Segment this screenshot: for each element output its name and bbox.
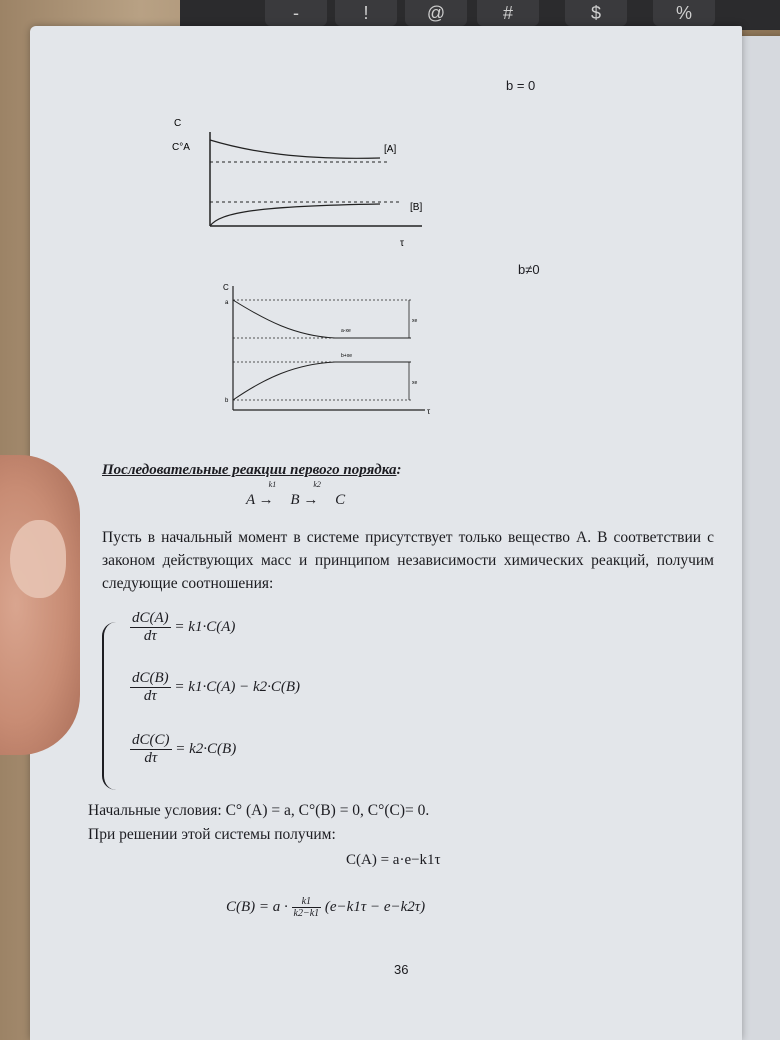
keyboard-key: @ [405,0,467,26]
eq3-denominator: dτ [144,750,158,766]
scheme-c: C [335,492,346,508]
scheme-arrow-2: k2 → [303,480,321,508]
graph2-x-right-top: xe [412,318,418,324]
thumbnail [10,520,66,598]
section-heading-colon: : [396,462,402,478]
solution-cb [226,896,425,919]
graph2-tick-b: b [225,398,229,404]
reaction-scheme [246,480,346,509]
graph2-a-minus-x: a-xe [341,328,351,334]
graph1 [160,112,450,252]
solution-cb-fraction [292,896,322,919]
eq2-numerator: dC(B) [132,670,169,686]
graph2-x-label: τ [427,407,431,416]
graph2-tick-a: a [225,300,229,306]
solution-intro: При решении этой системы получим: [88,826,336,843]
graph2 [215,280,445,420]
thumb [0,455,80,755]
graph2-curve-b [233,362,411,400]
eq1-numerator: dC(A) [132,610,169,626]
graph1-curve-b-label: [B] [410,202,423,213]
keyboard-key: - [265,0,327,26]
eq3-rhs: = k2·C(B) [175,740,237,757]
eq1-fraction [130,610,171,645]
eq3-fraction [130,732,172,767]
scheme-b: B [290,492,300,508]
section-heading [102,462,401,479]
keyboard-key: ! [335,0,397,26]
graph1-y-label: C [174,118,182,129]
solution-cb-lhs: C(B) = a · [226,898,288,915]
graph2-curve-a [233,300,411,338]
eq2-fraction [130,670,171,705]
equation-3 [130,732,236,767]
graph1-curve-a [210,140,380,158]
eq2-rhs: = k1·C(A) − k2·C(B) [174,678,301,695]
graph2-b-plus-x: b+xe [341,353,352,359]
solution-cb-rhs: (e−k1τ − e−k2τ) [324,898,426,915]
section-heading-text: Последовательные реакции первого порядка [102,462,397,478]
scheme-k1: k1 [268,480,277,489]
equation-1 [130,610,235,645]
graph2-x-right-bottom: xe [412,380,418,386]
scheme-k2: k2 [313,480,321,489]
initial-conditions: Начальные условия: C° (A) = a, C°(B) = 0, C°(C)= 0. [88,802,430,819]
keyboard-key: $ [565,0,627,26]
document-page [30,26,742,1040]
page-number: 36 [394,962,409,977]
eq3-numerator: dC(C) [132,732,170,748]
keyboard-key: % [653,0,715,26]
graph1-curve-a-label: [A] [384,144,397,155]
scheme-arrow-1: k1 → [258,480,277,508]
solution-cb-denominator: k2−k1 [293,908,320,919]
graph1-c0a-label: C°A [172,142,190,153]
keyboard-key: # [477,0,539,26]
graph2-y-label: C [223,283,229,292]
graph2-condition: b≠0 [518,262,540,277]
solution-cb-numerator: k1 [292,896,322,908]
system-brace [102,622,124,790]
intro-paragraph: Пусть в начальный момент в системе присутствует только вещество А. В соответствии с законом действующих масс и принципом независимости химических реакций, получим следующие соотношения: [102,529,714,592]
scheme-a: A [246,492,255,508]
eq1-rhs: = k1·C(A) [174,618,236,635]
solution-ca: C(A) = a·e−k1τ [346,852,441,868]
eq1-denominator: dτ [143,628,157,644]
graph1-x-label: τ [400,238,404,249]
graph1-condition: b = 0 [506,78,536,93]
equation-2 [130,670,300,705]
graph1-curve-b [210,204,380,226]
eq2-denominator: dτ [143,688,157,704]
